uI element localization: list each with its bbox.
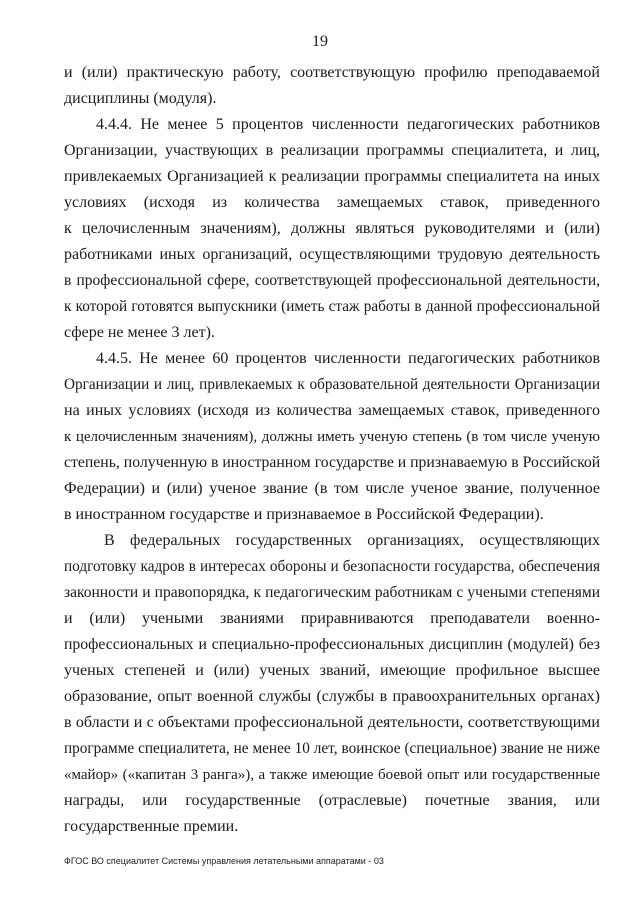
text-line: в профессиональной сфере, соответствующей профессиональной деятельности,: [64, 272, 600, 289]
document-body: [64, 60, 600, 840]
text-line: условиях (исходя из количества замещаемых ставок, приведенного: [64, 194, 600, 211]
text-line: «майор» («капитан 3 ранга»), а также имеющие боевой опыт или государственные: [64, 767, 600, 783]
text-line: Федерации) и (или) ученое звание (в том числе ученое звание, полученное: [64, 480, 600, 497]
text-line: дисциплины (модуля).: [64, 90, 217, 107]
text-line: работниками иных организаций, осуществляющими трудовую деятельность: [64, 246, 600, 263]
text-line: к целочисленным значениям), должны являться руководителями и (или): [64, 220, 600, 237]
text-line: законности и правопорядка, к педагогическим работникам с учеными степенями: [64, 584, 600, 601]
text-line: образование, опыт военной службы (службы в правоохранительных органах): [64, 688, 600, 705]
text-line: и (или) учеными званиями приравниваются преподаватели военно-: [64, 610, 600, 627]
text-line: награды, или государственные (отраслевые) почетные звания, или: [64, 792, 600, 809]
text-line: В федеральных государственных организациях, осуществляющих: [104, 532, 600, 549]
text-line: на иных условиях (исходя из количества замещаемых ставок, приведенного: [64, 402, 600, 419]
text-line: к целочисленным значениям), должны иметь ученую степень (в том числе ученую: [64, 429, 600, 445]
page-footer: ФГОС ВО специалитет Системы управления летательными аппаратами - 03: [64, 856, 384, 866]
text-line: 4.4.5. Не менее 60 процентов численности педагогических работников: [96, 350, 600, 367]
text-line: и (или) практическую работу, соответствующую профилю преподаваемой: [64, 64, 600, 81]
text-line: Организации, участвующих в реализации программы специалитета, и лиц,: [64, 142, 600, 159]
text-line: к которой готовятся выпускники (иметь стаж работы в данной профессиональной: [64, 298, 600, 315]
text-line: подготовку кадров в интересах обороны и безопасности государства, обеспечения: [64, 558, 600, 575]
text-line: профессиональных и специально-профессиональных дисциплин (модулей) без: [64, 636, 600, 653]
text-line: степень, полученную в иностранном государстве и признаваемую в Российской: [64, 454, 601, 471]
text-line: Организации и лиц, привлекаемых к образовательной деятельности Организации: [64, 376, 600, 393]
text-line: в иностранном государстве и признаваемое в Российской Федерации).: [64, 506, 544, 523]
text-line: привлекаемых Организацией к реализации программы специалитета на иных: [64, 168, 600, 185]
text-line: государственные премии.: [64, 818, 239, 835]
text-line: в области и с объектами профессиональной деятельности, соответствующими: [64, 714, 600, 731]
text-line: сфере не менее 3 лет).: [64, 324, 215, 341]
text-line: 4.4.4. Не менее 5 процентов численности педагогических работников: [96, 116, 600, 133]
text-line: программе специалитета, не менее 10 лет, воинское (специальное) звание не ниже: [64, 740, 600, 757]
text-line: ученых степеней и (или) ученых званий, имеющие профильное высшее: [64, 662, 600, 679]
page-number: 19: [312, 33, 328, 50]
